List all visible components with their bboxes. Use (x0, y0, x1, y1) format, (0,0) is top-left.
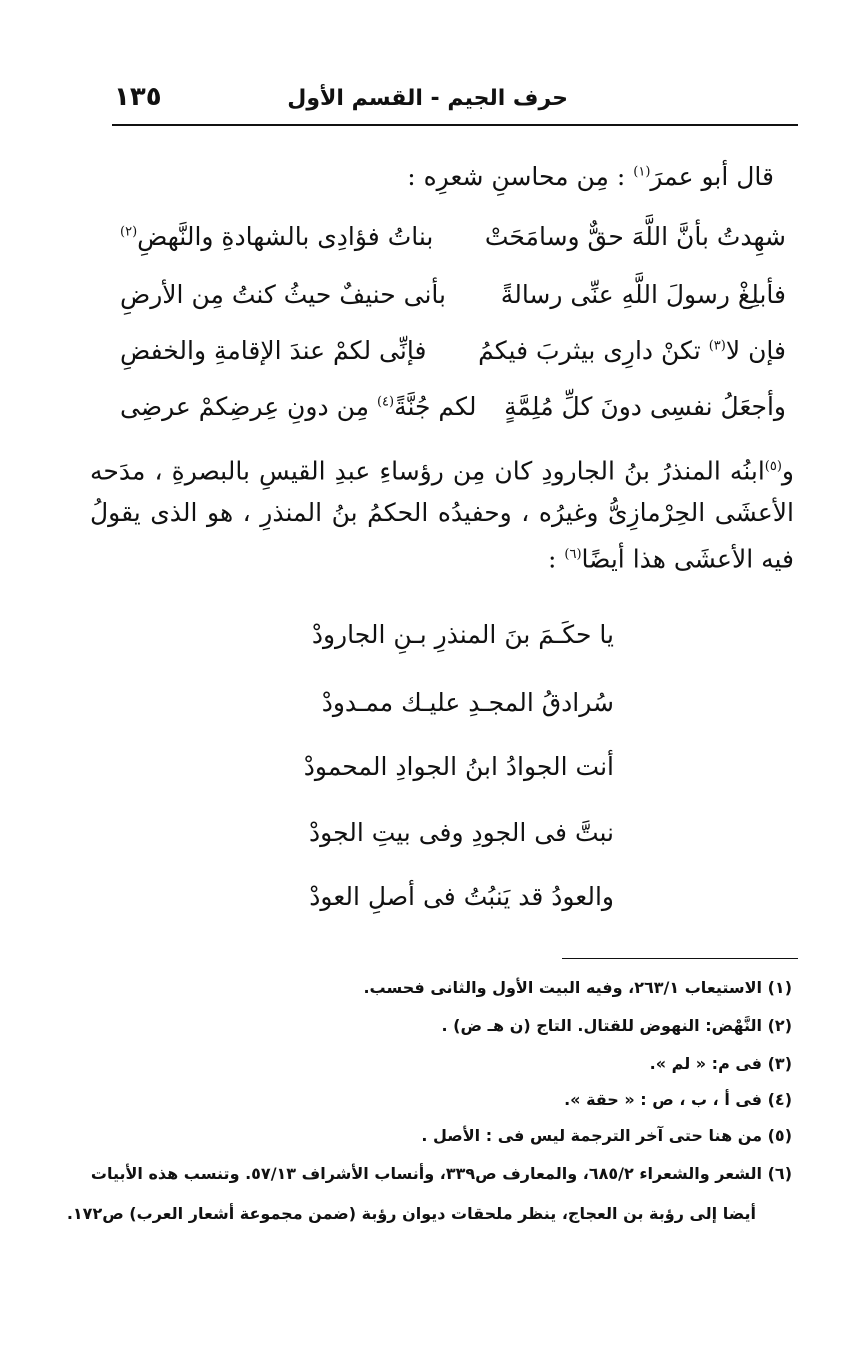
verse-first-hemistich: وأجعَلُ نفسِى دونَ كلِّ مُلِمَّةٍ (504, 392, 786, 421)
verse-1 (120, 222, 786, 262)
verse-4 (120, 392, 786, 432)
intro-after: : مِن محاسنِ شعرِه : (407, 162, 634, 191)
prose-text: ابنُه المنذرُ بنُ الجارودِ كان مِن رؤساءِ عبدِ القيسِ بالبصرةِ ، مدَحه الأعشَى الحِرْمازِىُّ وغيرُه ، وحفيدُه الحكمُ بنُ المنذرِ ، هو الذى يقولُ فيه الأعشَى هذا أيضًا (90, 456, 794, 574)
verse-second-hemistich: فإنِّى لكمْ عندَ الإقامةِ والخفضِ (120, 336, 427, 365)
prose-end: : (548, 544, 565, 574)
footnote-6: (٦) الشعر والشعراء ٦٨٥/٢، والمعارف ص٣٣٩، وأنساب الأشراف ٥٧/١٣. وتنسب هذه الأبيات (90, 1164, 792, 1183)
intro-before: قال أبو عمرَ (650, 162, 774, 191)
footnote-4: (٤) فى أ ، ب ، ص : « حقة ». (564, 1090, 792, 1109)
footnote-marker: (٤) (376, 394, 395, 410)
verse-first-hemistich: شهِدتُ بأنَّ اللَّهَ حقٌّ وسامَحَتْ (484, 222, 786, 251)
poem-line-4: نبتَّ فى الجودِ وفى بيتِ الجودْ (309, 818, 614, 847)
footnote-marker: (٥) (764, 459, 782, 474)
footnote-1: (١) الاستيعاب ٢٦٣/١، وفيه البيت الأول والثانى فحسب. (363, 978, 792, 997)
footnote-2: (٢) النَّهْض: النهوض للقتال. التاج (ن هـ ض) . (441, 1016, 792, 1035)
verse-2 (120, 280, 786, 320)
footnote-marker: (٣) (708, 338, 726, 354)
prose-paragraph (90, 446, 794, 581)
verse-second-hemistich: بأنى حنيفٌ حيثُ كنتُ مِن الأرضِ (120, 280, 446, 309)
verse-second-hemistich: بناتُ فؤادِى بالشهادةِ والنَّهضِ$^{(٢)}$ (120, 222, 434, 251)
page-number: ١٣٥ (114, 82, 162, 112)
footnote-5: (٥) من هنا حتى آخر الترجمة ليس فى : الأصل . (421, 1126, 792, 1145)
running-header-title: حرف الجيم - القسم الأول (287, 86, 568, 111)
footnote-marker: (١) (633, 164, 651, 180)
verse-first-hemistich: فأبلِغْ رسولَ اللَّهِ عنِّى رسالةً (500, 280, 786, 309)
intro-line (407, 162, 774, 191)
verse-first-hemistich: فإن لا$^{(٣)}$ تكنْ دارِى بيثربَ فيكمُ (478, 336, 786, 365)
footnote-marker: (٢) (120, 224, 138, 240)
poem-line-5: والعودُ قد يَنبُتُ فى أصلِ العودْ (309, 882, 614, 911)
prose-lead: و (781, 456, 794, 486)
poem-line-1: يا حكَـمَ بنَ المنذرِ بـنِ الجارودْ (311, 620, 614, 649)
poem-line-2: سُرادقُ المجـدِ عليـك ممـدودْ (321, 688, 614, 717)
verse-3 (120, 336, 786, 376)
footnote-rule (562, 958, 798, 959)
footnote-6-continued: أيضا إلى رؤبة بن العجاج، ينظر ملحقات ديوان رؤبة (ضمن مجموعة أشعار العرب) ص١٧٢. (66, 1204, 756, 1223)
footnote-marker: (٦) (564, 547, 582, 563)
footnote-3: (٣) فى م: « لم ». (649, 1054, 792, 1073)
poem-line-3: أنت الجوادُ ابنُ الجوادِ المحمودْ (303, 752, 614, 781)
header-rule (112, 124, 798, 126)
verse-second-hemistich: لكم جُنَّةً$^{(٤)}$ مِن دونِ عِرضِكمْ عرضِى (120, 392, 477, 421)
